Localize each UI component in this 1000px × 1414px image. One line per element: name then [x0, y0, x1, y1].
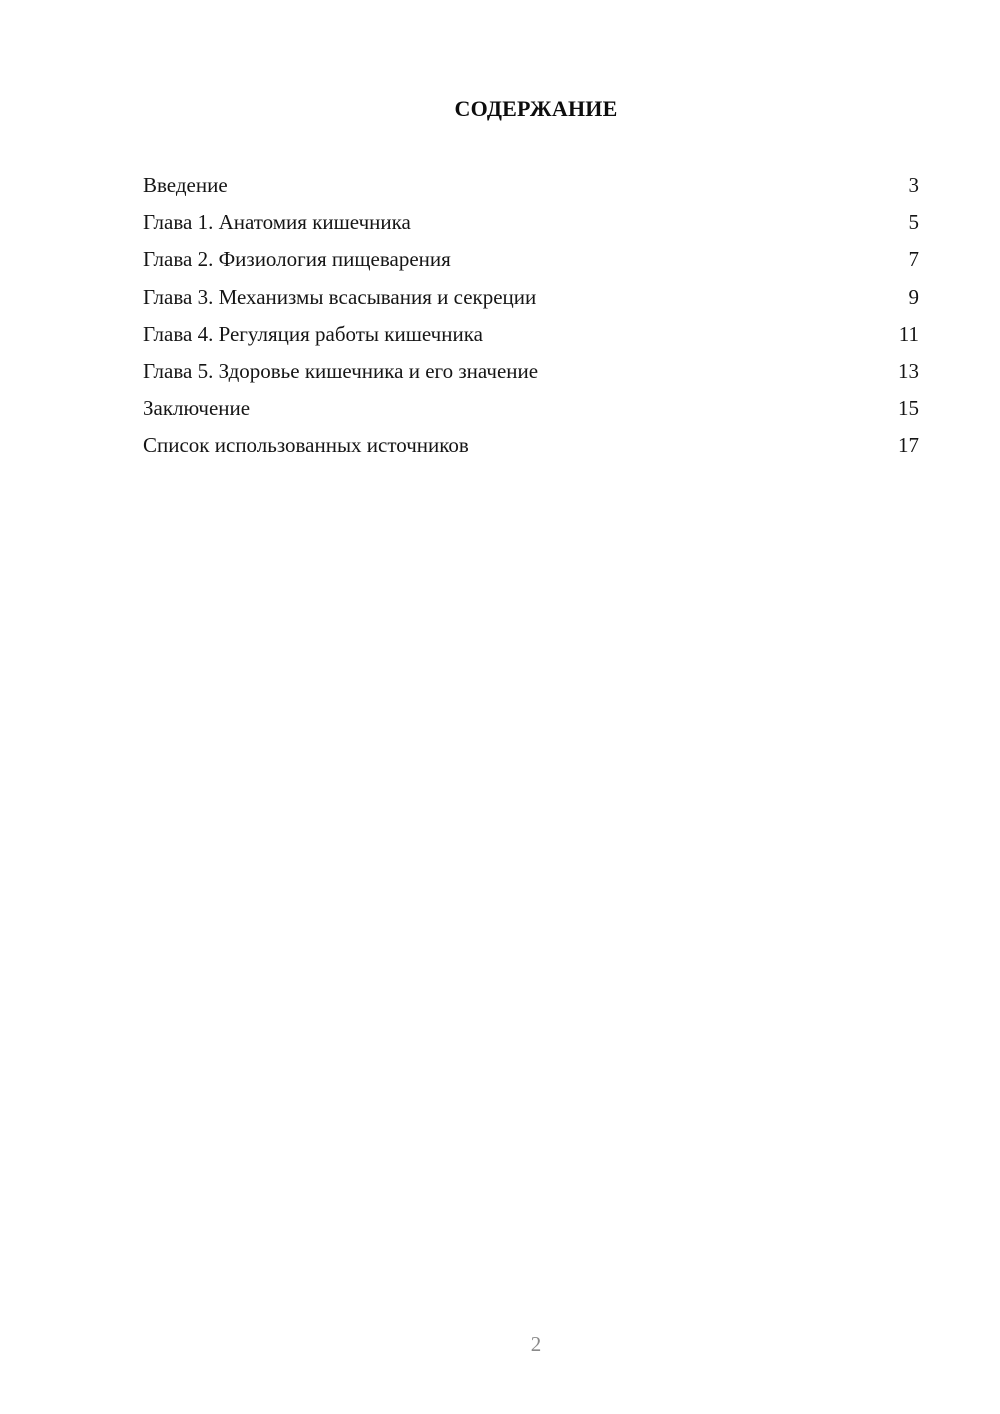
toc-entry-page: 13	[898, 358, 919, 383]
toc-entry-label: Глава 2. Физиология пищеварения	[143, 247, 451, 272]
page-title: СОДЕРЖАНИЕ	[454, 96, 618, 121]
toc-entry-page: 17	[898, 433, 919, 458]
toc-entry-chapter-4[interactable]	[143, 319, 919, 356]
page-number: 2	[530, 1332, 542, 1356]
toc-entry-label: Введение	[143, 173, 228, 197]
toc-entry-label: Список использованных источников	[143, 433, 469, 458]
toc-entry-chapter-1[interactable]	[143, 207, 919, 244]
toc-entry-label: Глава 1. Анатомия кишечника	[143, 210, 411, 235]
toc-entry-label: Глава 4. Регуляция работы кишечника	[143, 321, 483, 346]
toc-entry-page: 15	[898, 396, 919, 421]
toc-entry-label: Заключение	[143, 396, 251, 421]
toc-entry-label: Глава 5. Здоровье кишечника и его значение	[143, 358, 539, 383]
toc-entry-conclusion[interactable]	[143, 393, 919, 430]
toc-entry-introduction[interactable]	[143, 170, 919, 207]
toc-entry-page: 11	[898, 321, 919, 346]
toc-entry-page: 9	[908, 284, 919, 309]
toc-entry-page: 7	[908, 247, 919, 272]
toc-entry-chapter-3[interactable]	[143, 282, 919, 319]
toc-entry-page: 3	[908, 173, 919, 197]
toc-entry-chapter-2[interactable]	[143, 244, 919, 281]
toc-entry-label: Глава 3. Механизмы всасывания и секреции	[143, 284, 537, 309]
toc-entry-page: 5	[908, 210, 919, 235]
toc-entry-chapter-5[interactable]	[143, 356, 919, 393]
table-of-contents	[143, 170, 919, 468]
toc-entry-references[interactable]	[143, 430, 919, 467]
